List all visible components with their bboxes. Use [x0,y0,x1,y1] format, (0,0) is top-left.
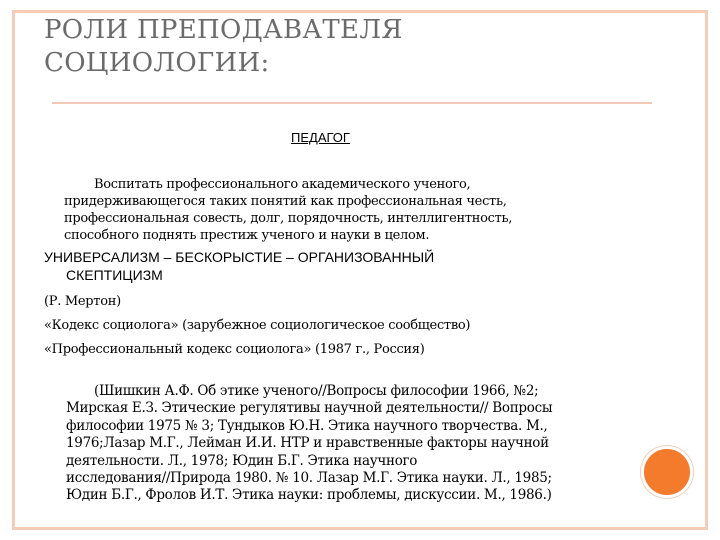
title-line-1: РОЛИ ПРЕПОДАВАТЕЛЯ [44,15,403,45]
code-foreign: «Кодекс социолога» (зарубежное социологическое сообщество) [44,318,471,333]
reference-line: исследования//Природа 1980. № 10. Лазар М.Г. Этика науки. Л., 1985; [66,470,552,487]
reference-line: 1976;Лазар М.Г., Лейман И.И. НТР и нравственные факторы научной [66,435,549,452]
principles-line-1: УНИВЕРСАЛИЗМ – БЕСКОРЫСТИЕ – ОРГАНИЗОВАННЫЙ [44,249,435,265]
paragraph-line: придерживающегося таких понятий как профессиональная честь, [64,194,507,209]
principles-line-2: СКЕПТИЦИЗМ [66,267,163,283]
reference-line: философии 1975 № 3; Тундыков Ю.Н. Этика научного творчества. М., [66,417,548,434]
code-russia: «Профессиональный кодекс социолога» (1987 г., Россия) [44,342,425,357]
title-line-2: СОЦИОЛОГИИ: [44,48,270,78]
title-divider [52,102,652,104]
paragraph-line: способного поднять престиж ученого и науки в целом. [64,228,430,243]
author-note: (Р. Мертон) [44,294,121,309]
reference-line: (Шишкин А.Ф. Об этике ученого//Вопросы философии 1966, №2; [94,383,539,399]
reference-line: Юдин Б.Г., Фролов И.Т. Этика науки: проблемы, дискуссии. М., 1986.) [66,487,552,504]
accent-circle [641,446,693,498]
section-heading: ПЕДАГОГ [291,130,350,145]
paragraph-line: Воспитать профессионального академического ученого, [94,177,471,192]
principles-text [44,248,604,284]
reference-line: деятельности. Л., 1978; Юдин Б.Г. Этика научного [66,452,418,469]
teacher-paragraph [64,176,624,244]
references-block [66,383,626,505]
paragraph-line: профессиональная совесть, долг, порядочность, интеллигентность, [64,211,513,226]
reference-line: Мирская Е.З. Этические регулятивы научной деятельности// Вопросы [66,400,553,417]
slide-title [44,14,604,80]
